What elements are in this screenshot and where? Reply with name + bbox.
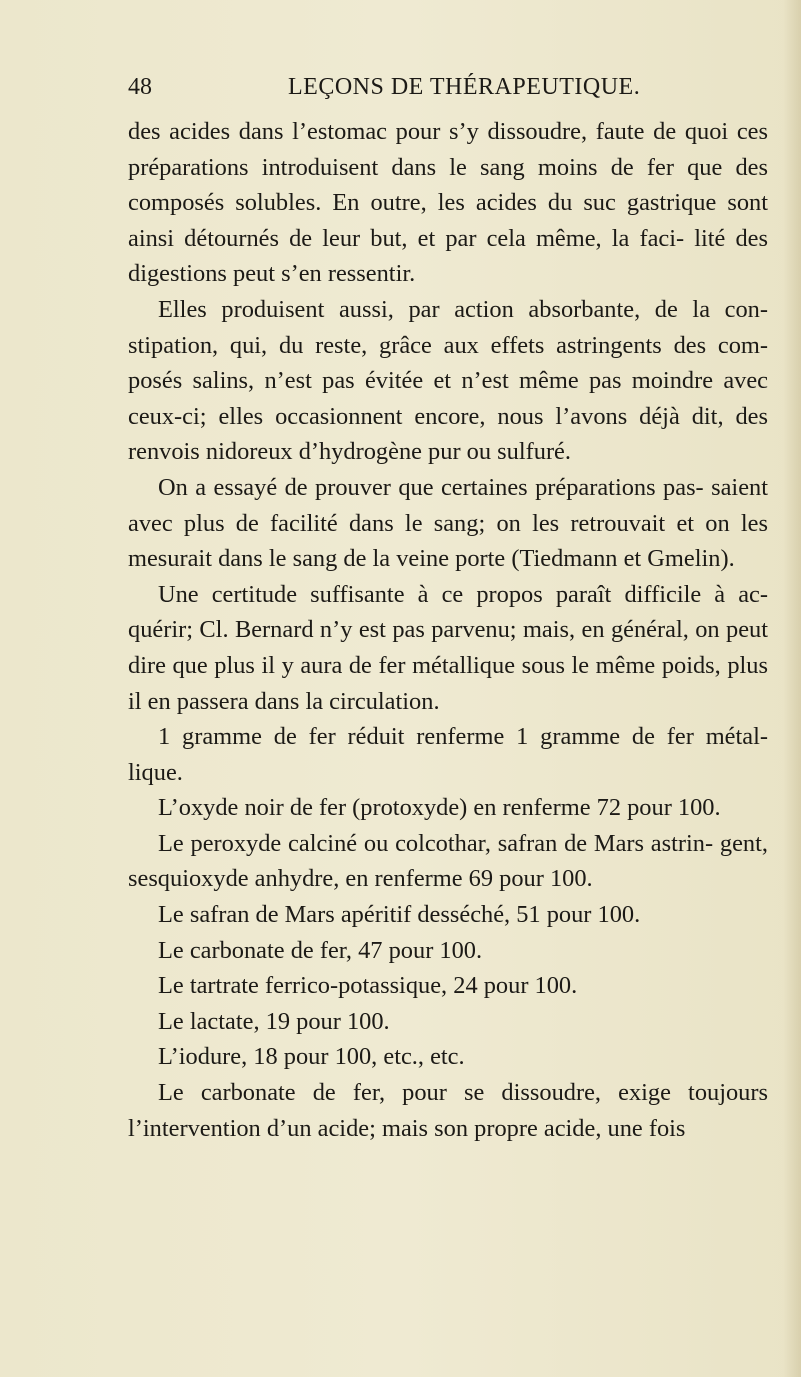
paragraph: 1 gramme de fer réduit renferme 1 gramme de fer métal- lique. [128,723,768,786]
page-header [128,74,768,104]
paragraph: Le carbonate de fer, 47 pour 100. [158,936,483,964]
paragraph: L’oxyde noir de fer (protoxyde) en renferme 72 pour 100. [158,794,721,822]
paragraph: Elles produisent aussi, par action absorbante, de la con- stipation, qui, du reste, grâce aux effets astringents des com- posés salins, n’est pas évitée et n’est même pas moindre avec ceux-ci; elles occasionnent encore, nous l’avons déjà dit, des renvois nidoreux d’hydrogène pur ou sulfuré. [128,295,768,466]
paragraph: Une certitude suffisante à ce propos paraît difficile à ac- quérir; Cl. Bernard n’y est pas parvenu; mais, en général, on peut dire que plus il y aura de fer métallique sous le même poids, plus il en passera dans la circulation. [128,580,768,715]
running-title: LEÇONS DE THÉRAPEUTIQUE. [288,74,641,100]
paragraph-continuation: des acides dans l’estomac pour s’y dissoudre, faute de quoi ces préparations introduisent dans le sang moins de fer que des composés solubles. En outre, les acides du suc gastrique sont ainsi détournés de leur but, et par cela même, la faci- lité des digestions peut s’en ressentir. [128,118,768,288]
paragraph: On a essayé de prouver que certaines préparations pas- saient avec plus de facilité dans le sang; on les retrouvait et on les mesurait dans le sang de la veine porte (Tiedmann et Gmelin). [128,473,768,573]
page-number: 48 [128,74,152,100]
paragraph: Le tartrate ferrico-potassique, 24 pour 100. [158,972,578,1000]
page-edge-shadow [783,0,801,1377]
paragraph: Le carbonate de fer, pour se dissoudre, exige toujours l’intervention d’un acide; mais son propre acide, une fois [128,1079,768,1142]
body-text [128,114,768,1146]
paragraph: Le lactate, 19 pour 100. [158,1007,390,1035]
paragraph: Le safran de Mars apéritif desséché, 51 pour 100. [158,901,641,929]
paragraph: Le peroxyde calciné ou colcothar, safran de Mars astrin- gent, sesquioxyde anhydre, en renferme 69 pour 100. [128,829,768,893]
paragraph: L’iodure, 18 pour 100, etc., etc. [158,1043,465,1071]
